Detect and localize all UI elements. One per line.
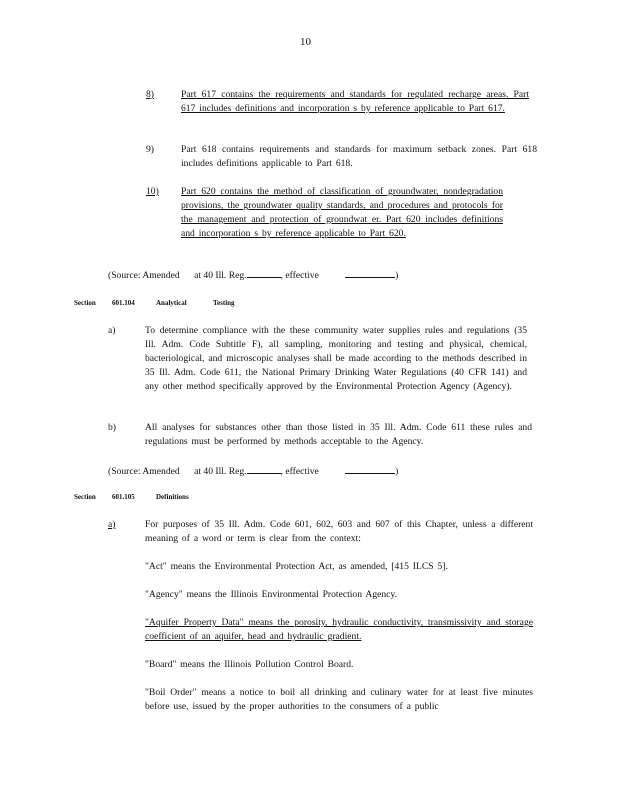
- section-title: Definitions: [156, 493, 189, 501]
- blank-line: [247, 267, 281, 278]
- list-item-number: a): [108, 519, 116, 530]
- source-effective: , effective: [280, 270, 319, 281]
- list-item-number: 10): [146, 186, 159, 197]
- list-item-number: 9): [146, 144, 154, 155]
- list-item-text: Part 617 contains the requirements and standards for regulated recharge areas. Part 617 includes definitions and incorporation s by reference applicable to Part 617.: [181, 89, 529, 114]
- source-register: at 40 Ill. Reg.: [194, 466, 247, 477]
- definition-agency: "Agency" means the Illinois Environmental Protection Agency.: [145, 589, 398, 600]
- section-title: Analytical: [156, 299, 187, 307]
- page-number: 10: [300, 36, 311, 48]
- source-close: ): [395, 270, 399, 281]
- source-note: [108, 267, 398, 283]
- section-label: Section: [74, 299, 96, 307]
- section-label: Section: [74, 493, 96, 501]
- list-item-number: a): [108, 325, 116, 336]
- source-note: [108, 463, 398, 479]
- definition-boil-order: "Boil Order" means a notice to boil all drinking and culinary water for at least five minutes before use, issued by the proper authorities to the consumers of a public: [145, 687, 533, 712]
- definitions-intro: For purposes of 35 Ill. Adm. Code 601, 602, 603 and 607 of this Chapter, unless a different meaning of a word or term is clear from the context:: [145, 519, 533, 544]
- list-item-text: To determine compliance with the these community water supplies rules and regulations (35 Ill. Adm. Code Subtitle F), all sampling, monitoring and testing and physical, chemical, bacteriological, and microscopic analyses shall be made according to the methods described in 35 Ill. Adm. Code 611, the National Primary Drinking Water Regulations (40 CFR 141) and any other method specifically approved by the Environmental Protection Agency (Agency).: [145, 325, 527, 392]
- source-effective: , effective: [280, 466, 319, 477]
- blank-line: [345, 267, 395, 278]
- source-label: (Source: Amended: [108, 270, 180, 281]
- source-register: at 40 Ill. Reg.: [194, 270, 247, 281]
- list-item-number: 8): [146, 89, 154, 100]
- list-item-text: Part 620 contains the method of classification of groundwater, nondegradation provisions, the groundwater quality standards, and procedures and protocols for the management and protection of groundwat er. Part 620 includes definitions and incorporation s by reference applicable to Part 620.: [181, 186, 503, 239]
- section-number: 601.104: [112, 299, 135, 307]
- source-label: (Source: Amended: [108, 466, 180, 477]
- blank-line: [247, 463, 281, 474]
- list-item-text: All analyses for substances other than those listed in 35 Ill. Adm. Code 611 these rules and regulations must be performed by methods acceptable to the Agency.: [145, 422, 532, 447]
- section-title: Testing: [213, 299, 235, 307]
- definition-aquifer-property-data: "Aquifer Property Data" means the porosity, hydraulic conductivity, transmissivity and storage coefficient of an aquifer, head and hydraulic gradient.: [145, 617, 533, 642]
- section-number: 601.105: [112, 493, 135, 501]
- source-close: ): [395, 466, 399, 477]
- list-item-number: b): [108, 422, 116, 433]
- definition-board: "Board" means the Illinois Pollution Control Board.: [145, 659, 354, 670]
- definition-act: "Act" means the Environmental Protection Act, as amended, [415 ILCS 5].: [145, 561, 448, 572]
- list-item-text: Part 618 contains requirements and standards for maximum setback zones. Part 618 includes definitions applicable to Part 618.: [181, 144, 537, 169]
- blank-line: [345, 463, 395, 474]
